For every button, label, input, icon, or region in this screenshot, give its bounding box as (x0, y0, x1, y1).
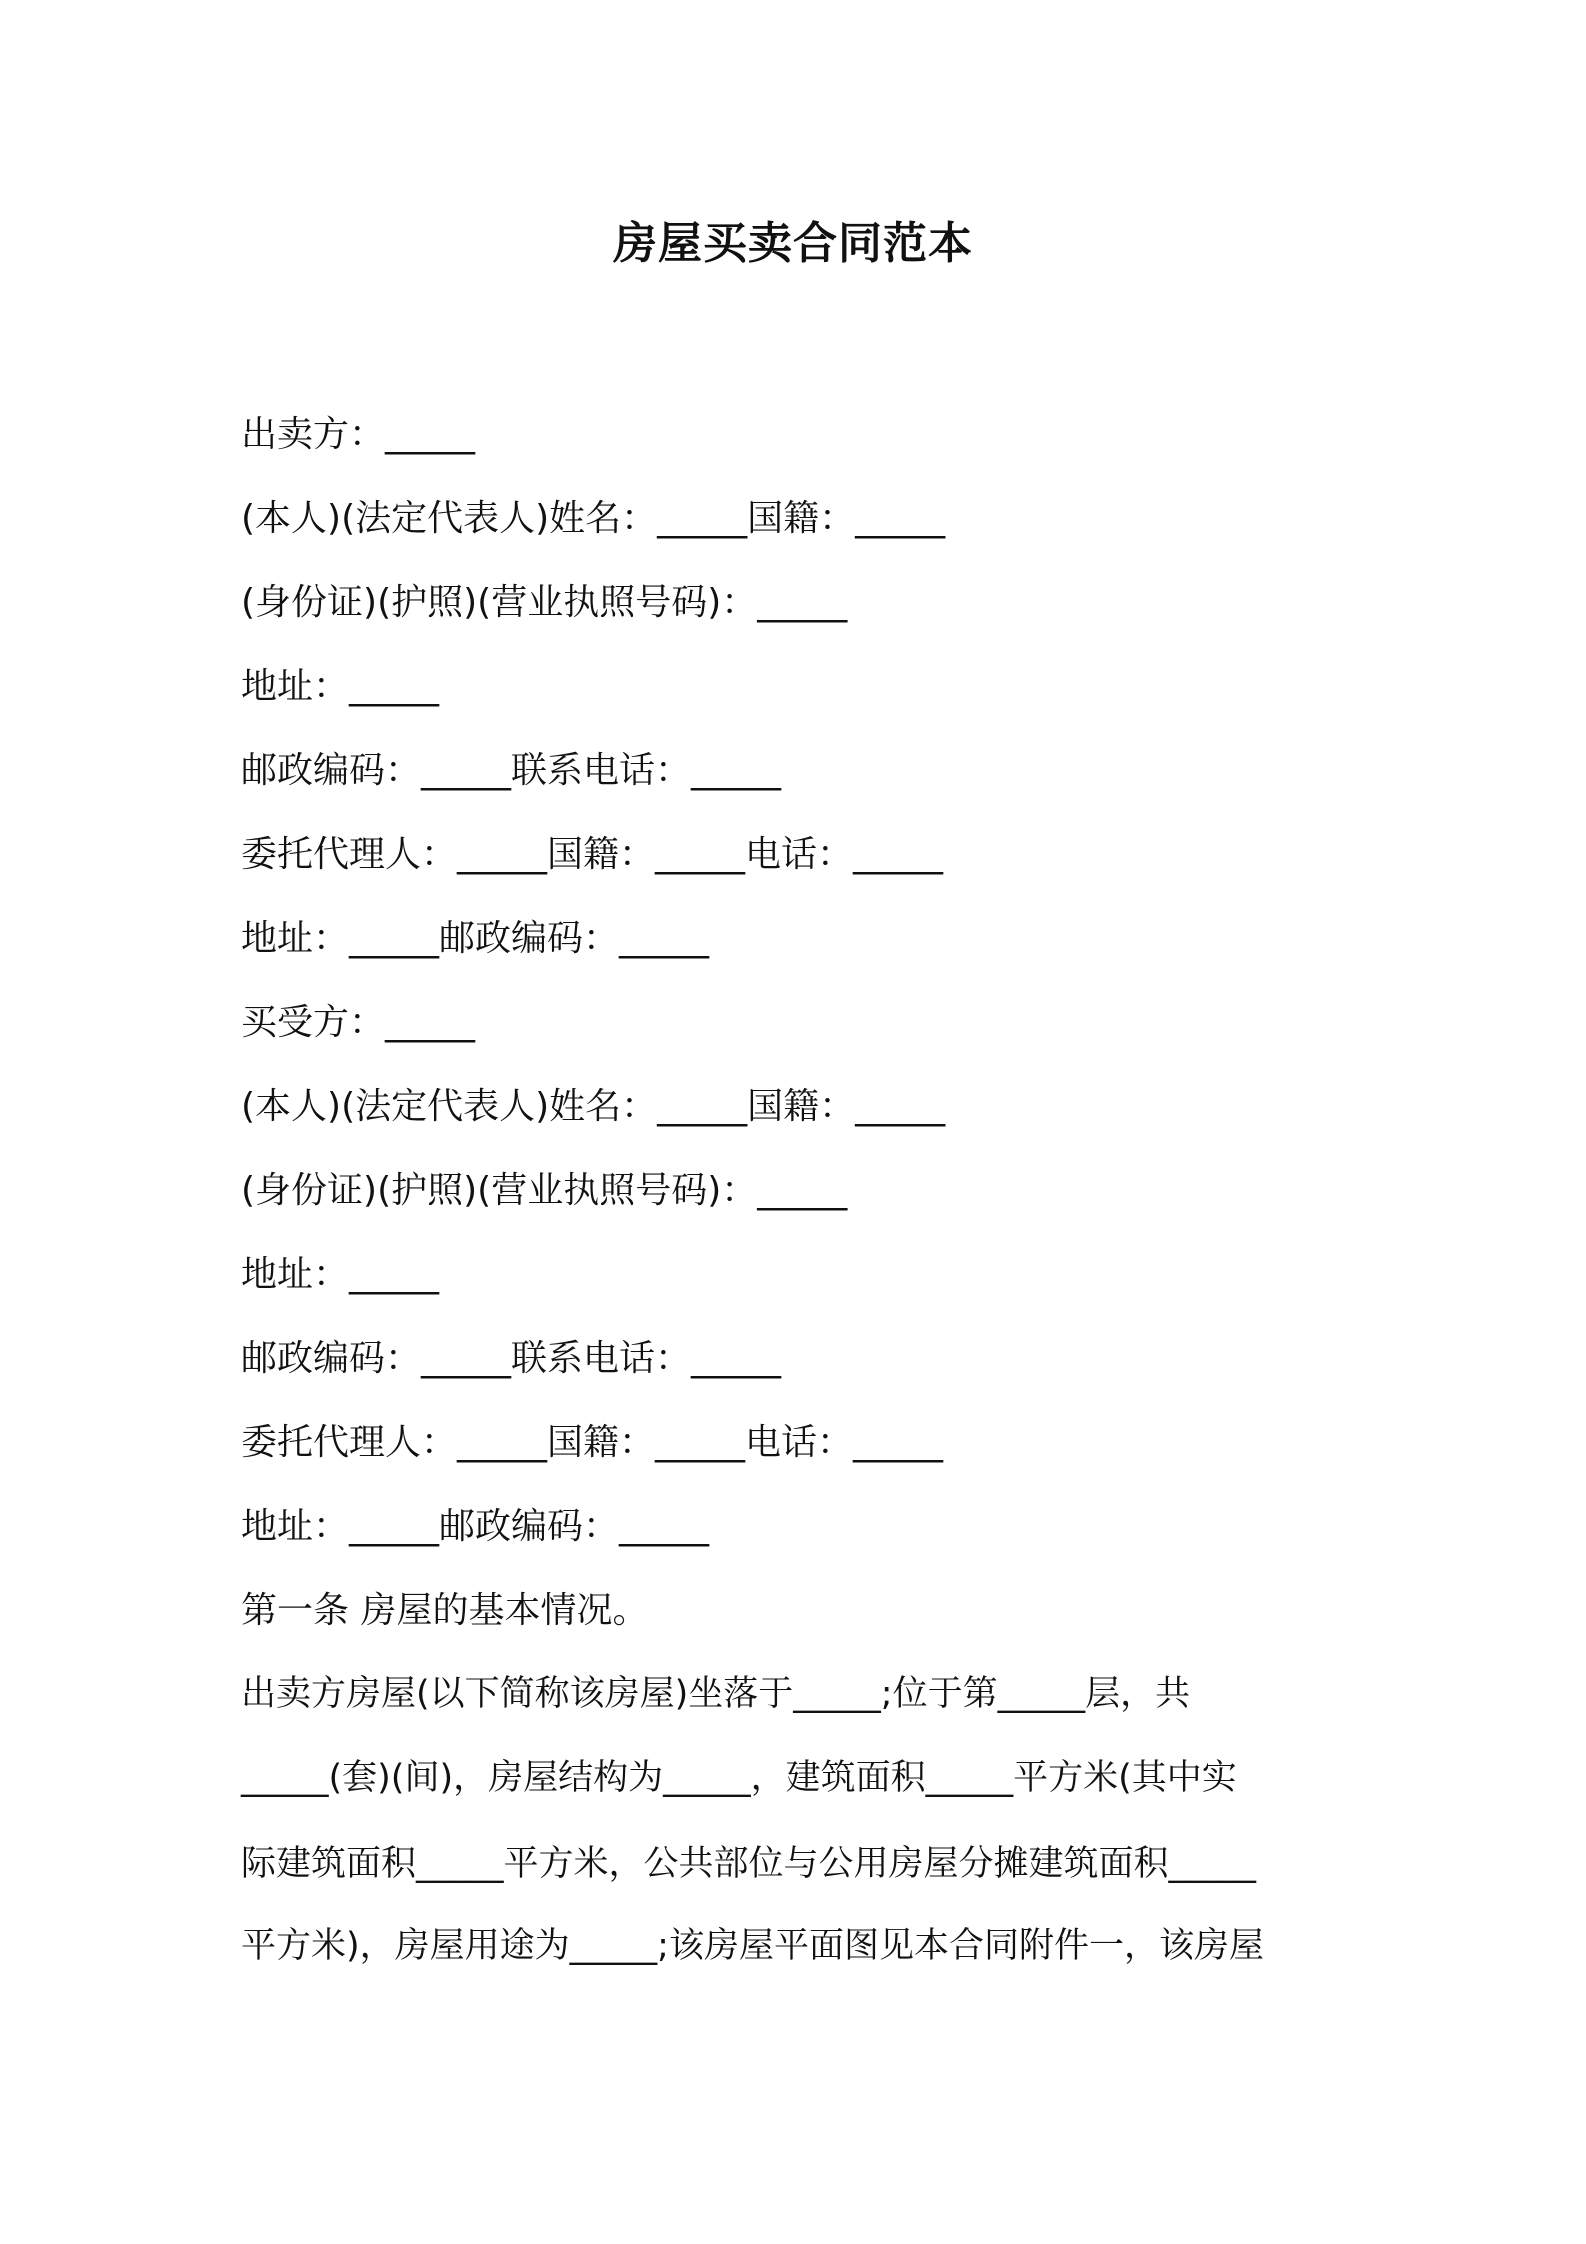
seller-label-line: 出卖方：_____ (241, 414, 476, 455)
article-one-heading: 第一条 房屋的基本情况。 (241, 1590, 649, 1631)
buyer-id-line: (身份证)(护照)(营业执照号码)：_____ (241, 1170, 848, 1211)
buyer-name-nationality-line: (本人)(法定代表人)姓名：_____国籍：_____ (241, 1086, 946, 1127)
buyer-agent-line: 委托代理人：_____国籍：_____电话：_____ (241, 1422, 944, 1463)
buyer-label-line: 买受方：_____ (241, 1002, 476, 1043)
buyer-address-line: 地址：_____ (241, 1254, 440, 1295)
article-one-paragraph-line: 平方米)，房屋用途为_____;该房屋平面图见本合同附件一，该房屋 (241, 1926, 1264, 1966)
article-one-paragraph-line: 出卖方房屋(以下简称该房屋)坐落于_____;位于第_____层，共 (241, 1674, 1191, 1714)
buyer-postcode-phone-line: 邮政编码：_____联系电话：_____ (241, 1338, 782, 1379)
seller-address-line: 地址：_____ (241, 666, 440, 707)
seller-postcode-phone-line: 邮政编码：_____联系电话：_____ (241, 750, 782, 791)
article-one-paragraph-line: 际建筑面积_____平方米，公共部位与公用房屋分摊建筑面积_____ (241, 1844, 1257, 1884)
document-title: 房屋买卖合同范本 (613, 218, 973, 269)
seller-agent-address-line: 地址：_____邮政编码：_____ (241, 918, 710, 959)
seller-id-line: (身份证)(护照)(营业执照号码)：_____ (241, 582, 848, 623)
seller-agent-line: 委托代理人：_____国籍：_____电话：_____ (241, 834, 944, 875)
seller-name-nationality-line: (本人)(法定代表人)姓名：_____国籍：_____ (241, 498, 946, 539)
article-one-paragraph-line: _____(套)(间)，房屋结构为_____，建筑面积_____平方米(其中实 (241, 1758, 1237, 1798)
buyer-agent-address-line: 地址：_____邮政编码：_____ (241, 1506, 710, 1547)
